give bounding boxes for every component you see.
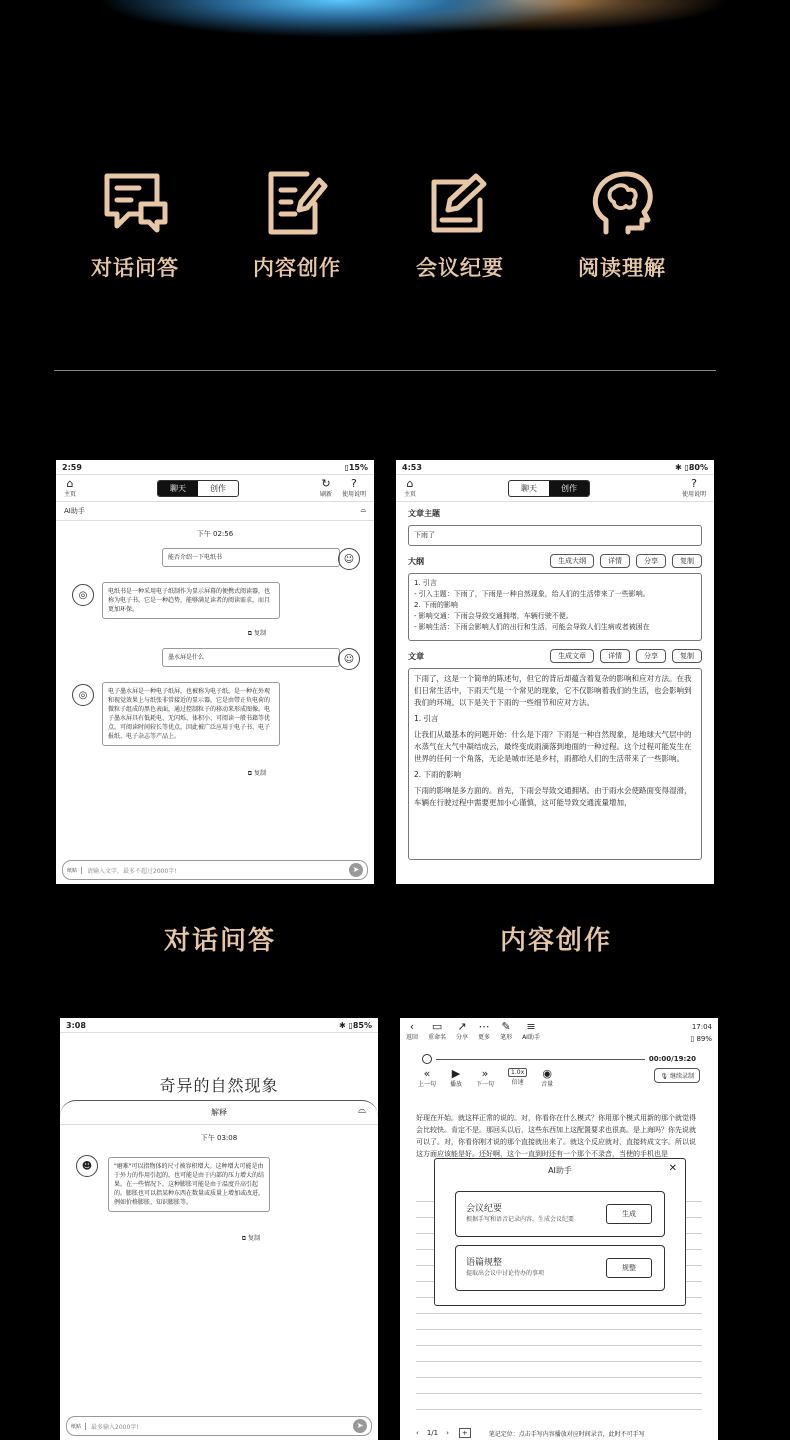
- more-button[interactable]: ⋯ 更多: [478, 1020, 491, 1041]
- panel-title: AI助手: [64, 507, 85, 515]
- timestamp: 下午 03:08: [200, 1134, 238, 1142]
- ai-assistant-button[interactable]: ≡ AI助手: [522, 1020, 540, 1041]
- play-icon: ▶: [451, 1067, 461, 1080]
- feature-meeting: [385, 170, 535, 282]
- copy-button[interactable]: ⧉ 复制: [241, 1235, 260, 1242]
- panel-title: 解释: [211, 1108, 227, 1117]
- forward-icon: »: [481, 1067, 489, 1080]
- outline-line: 1. 引言: [414, 579, 437, 587]
- generate-article-button[interactable]: 生成文章: [550, 649, 594, 663]
- generate-button[interactable]: 生成: [606, 1204, 652, 1224]
- battery-indicator: ▯15%: [344, 462, 368, 472]
- battery-indicator: ✱ ▯85%: [338, 1020, 372, 1030]
- top-glow: [0, 0, 790, 70]
- battery-indicator: ▯ 89%: [690, 1035, 712, 1043]
- progress-track[interactable]: [436, 1059, 645, 1060]
- chat-bubbles-icon: [99, 170, 171, 238]
- ai-message: 电纸书是一种采用电子纸制作为显示屏幕的便携式阅读器，也称为电子书。它是一种趋势，能够满足读者的阅读需求，而且更加环保。: [102, 582, 280, 619]
- volume-icon: ◉: [542, 1067, 552, 1080]
- outline-line: - 引入主题：下雨了，下雨是一种自然现象，给人们的生活带来了一些影响。: [414, 590, 650, 598]
- outline-line: - 影响生活：下雨会影响人们的出行和生活，可能会导致人们生病或者被困在: [414, 623, 650, 631]
- book-title: 奇异的自然现象: [159, 1076, 279, 1095]
- note-text: 好现在开始。就这样正常的说的。对，你看你在什么模式？你用那个模式用新的那个就觉得会比较快。肯定不是。那回头以后，这些东西加上这配置要求也很高。是上海吗？你先说就可以了。对，你看你刚才说的那个直接就出来了。就这个反应就对，直接转成文字。所以说这方面应该能是好。还好啊，这个一直到时还有一个那个不录音，当使的手机也是: [416, 1114, 696, 1158]
- status-area: [690, 1021, 712, 1045]
- copy-button[interactable]: ⧉ 复制: [247, 630, 266, 637]
- mode-tabs: [157, 480, 239, 497]
- status-bar: [56, 460, 374, 475]
- pen-button[interactable]: ✎ 笔形: [500, 1020, 513, 1041]
- play-button[interactable]: ▶ 播放: [450, 1067, 463, 1088]
- close-icon[interactable]: ✕: [668, 1163, 677, 1174]
- home-icon: ⌂: [66, 477, 74, 490]
- footer-hint: 笔记定位：点击手写内容播放对应时间录音，此时不可手写: [488, 1430, 645, 1438]
- tab-create[interactable]: 创作: [549, 481, 589, 496]
- tab-chat[interactable]: 聊天: [158, 481, 198, 496]
- paste-button[interactable]: 纸贴: [63, 867, 82, 874]
- share-button[interactable]: 分享: [636, 649, 666, 663]
- article-heading: 1. 引言: [414, 714, 439, 723]
- help-button[interactable]: ? 使用说明: [681, 477, 706, 498]
- next-page-icon[interactable]: ›: [446, 1429, 449, 1437]
- ai-icon: ≡: [526, 1020, 536, 1033]
- dialog-title: AI助手: [548, 1166, 572, 1175]
- home-button[interactable]: ⌂ 主页: [64, 477, 77, 498]
- head-brain-icon: [586, 170, 658, 238]
- audio-controls: [400, 1068, 718, 1088]
- speed-button[interactable]: 1.0x 倍速: [508, 1068, 527, 1086]
- create-screenshot: [396, 460, 714, 884]
- bot-avatar: ◎: [72, 584, 94, 606]
- tab-chat[interactable]: 聊天: [521, 483, 537, 493]
- mode-tabs: [508, 480, 590, 497]
- home-button[interactable]: ⌂ 主页: [404, 477, 417, 498]
- next-sentence-button[interactable]: » 下一句: [476, 1067, 495, 1088]
- timestamp: 下午 02:56: [196, 530, 234, 538]
- detail-button[interactable]: 详情: [600, 554, 630, 568]
- article-heading: 2. 下雨的影响: [414, 770, 462, 779]
- home-icon: ⌂: [406, 477, 414, 490]
- feature-label: 阅读理解: [578, 256, 666, 280]
- status-bar: [60, 1018, 378, 1033]
- continue-record-button[interactable]: 🎙 继续录制: [654, 1068, 700, 1083]
- meeting-screenshot: [400, 1018, 718, 1440]
- option-text-organize: [455, 1245, 665, 1291]
- feature-label: 对话问答: [91, 256, 179, 280]
- refresh-button[interactable]: ↻ 刷新: [319, 477, 332, 498]
- feature-chat: [60, 170, 210, 282]
- explain-panel: [60, 1100, 378, 1440]
- audio-progress: [400, 1050, 718, 1068]
- status-time: 4:53: [402, 462, 422, 472]
- share-button[interactable]: ↗ 分享: [456, 1020, 469, 1041]
- article-paragraph: 下雨了，这是一个简单的陈述句，但它的背后却蕴含着复杂的影响和应对方法。在我们日常生活中，下雨天气是一个常见的现象，它不仅影响着我们的生活，也会影响到我们的环境。以下是关于下雨的一些细节和应对方法。: [414, 674, 692, 707]
- prev-sentence-button[interactable]: « 上一句: [418, 1067, 437, 1088]
- note-toolbar: [400, 1018, 718, 1050]
- rewind-icon: «: [423, 1067, 431, 1080]
- pen-icon: ✎: [501, 1020, 511, 1033]
- help-icon: ?: [691, 477, 697, 490]
- copy-button[interactable]: 复制: [672, 649, 702, 663]
- help-button[interactable]: ? 使用说明: [341, 477, 366, 498]
- notepad-pen-icon: [424, 170, 496, 238]
- more-icon: ⋯: [478, 1020, 490, 1033]
- article-label: 文章: [408, 651, 424, 661]
- ai-message: "磨难"可以指物体的尺寸被容积增大。这种增大可能是由于外力的作用引起的，也可能是由于内部的压力增大的结果。在一些情况下，这种膨胀可能是由于温度升高引起的。膨胀也可以指某种东西在数量或质量上增加或改进，例如价格膨胀、知识膨胀等。: [108, 1157, 270, 1212]
- basket-icon[interactable]: ⌓: [358, 1105, 366, 1116]
- volume-button[interactable]: ◉ 音量: [541, 1067, 554, 1088]
- user-avatar: ☺: [338, 548, 360, 570]
- tab-create[interactable]: 创作: [209, 483, 226, 493]
- option-title: 会议纪要: [466, 1204, 503, 1214]
- outline-line: - 影响交通：下雨会导致交通拥堵，车辆行驶不便。: [414, 612, 573, 620]
- option-desc: 根据手写和语音记录内容，生成会议纪要: [466, 1216, 575, 1223]
- copy-button[interactable]: 复制: [672, 554, 702, 568]
- progress-knob[interactable]: [422, 1054, 432, 1064]
- send-icon[interactable]: ➤: [349, 863, 363, 877]
- basket-icon[interactable]: ⌓: [360, 506, 366, 514]
- generate-outline-button[interactable]: 生成大纲: [550, 554, 594, 568]
- reading-screenshot: [60, 1018, 378, 1440]
- ai-message: 电子墨水屏是一种电子纸屏，也被称为电子纸，是一种在外观和视觉效果上与纸张非常接近的显示器。它是由带正负电荷的微粒子组成的黑色表面，通过控制粒子的移动来形成图像。电子墨水屏具有低耗电、无闪烁、体积小、可阅读一般书籍等优点。可阅读时间较长等优点，因此被广泛应用于电子书、电子报纸、电子杂志等产品上。: [102, 682, 280, 746]
- top-nav: [396, 475, 714, 502]
- status-time: 3:08: [66, 1020, 86, 1030]
- prev-page-icon[interactable]: ‹: [416, 1429, 419, 1437]
- document-edit-icon: [261, 170, 333, 238]
- outline-label: 大纲: [408, 556, 424, 566]
- option-title: 语篇规整: [466, 1258, 503, 1268]
- bot-avatar: ☻: [76, 1155, 98, 1177]
- outline-box[interactable]: [408, 573, 702, 641]
- chat-input[interactable]: [66, 1416, 372, 1436]
- caption-chat: 对话问答: [164, 926, 277, 956]
- article-box[interactable]: [408, 668, 702, 860]
- option-desc: 提取出会议中讨论待办的事项: [466, 1270, 545, 1277]
- share-button[interactable]: 分享: [636, 554, 666, 568]
- refresh-icon: ↻: [321, 477, 331, 490]
- chat-screenshot: [56, 460, 374, 884]
- input-placeholder: 最多输入2000字!: [91, 1423, 139, 1431]
- topic-label: 文章主题: [408, 509, 440, 518]
- article-paragraph: 下雨的影响是多方面的。首先，下雨会导致交通拥堵。由于雨水会使路面变得湿滑，车辆在行驶过程中需要更加小心谨慎，这可能导致交通流量增加，: [414, 786, 692, 807]
- topic-input[interactable]: 下雨了: [408, 525, 702, 546]
- article-paragraph: 让我们从最基本的问题开始：什么是下雨？下雨是一种自然现象，是地球大气层中的水蒸气在大气中凝结成云，最终变成雨滴落到地面的一种过程。这个过程可能发生在世界的任何一个角落，无论是城市还是乡村，雨都给人们的生活带来了一些影响。: [414, 730, 692, 763]
- feature-reading: [547, 170, 697, 282]
- section-divider: [54, 370, 716, 371]
- status-bar: [396, 460, 714, 475]
- user-message: 墨水屏是什么: [162, 648, 340, 667]
- feature-label: 内容创作: [253, 256, 341, 280]
- user-message: 能否介绍一下电纸书: [162, 548, 340, 567]
- add-page-icon[interactable]: +: [459, 1428, 471, 1438]
- page-number: 1/1: [426, 1429, 439, 1437]
- copy-button[interactable]: ⧉ 复制: [247, 770, 266, 777]
- status-time: 2:59: [62, 462, 82, 472]
- rename-icon: ▭: [431, 1020, 443, 1033]
- share-icon: ↗: [457, 1020, 467, 1033]
- ai-dialog: [434, 1158, 686, 1306]
- input-placeholder: 请输入文字，最多不超过2000字!: [87, 867, 177, 875]
- caption-create: 内容创作: [500, 926, 613, 956]
- send-icon[interactable]: ➤: [353, 1419, 367, 1433]
- option-meeting-minutes: [455, 1191, 665, 1237]
- paste-button[interactable]: 纸贴: [67, 1423, 86, 1430]
- user-avatar: ☺: [338, 648, 360, 670]
- outline-line: 2. 下雨的影响: [414, 601, 458, 609]
- status-time: 17:04: [691, 1023, 712, 1031]
- back-button[interactable]: ‹ 返回: [406, 1020, 419, 1041]
- feature-create: [222, 170, 372, 282]
- page-footer: [416, 1428, 708, 1438]
- rename-button[interactable]: ▭ 重命名: [428, 1020, 447, 1041]
- bot-avatar: ◎: [72, 684, 94, 706]
- back-icon: ‹: [409, 1020, 415, 1033]
- organize-button[interactable]: 规整: [606, 1258, 652, 1278]
- top-nav: [56, 475, 374, 502]
- feature-label: 会议纪要: [416, 256, 504, 280]
- chat-input[interactable]: [62, 860, 368, 880]
- detail-button[interactable]: 详情: [600, 649, 630, 663]
- help-icon: ?: [351, 477, 357, 490]
- battery-indicator: ✱ ▯80%: [674, 462, 708, 472]
- audio-time: 00:00/19:20: [648, 1055, 696, 1063]
